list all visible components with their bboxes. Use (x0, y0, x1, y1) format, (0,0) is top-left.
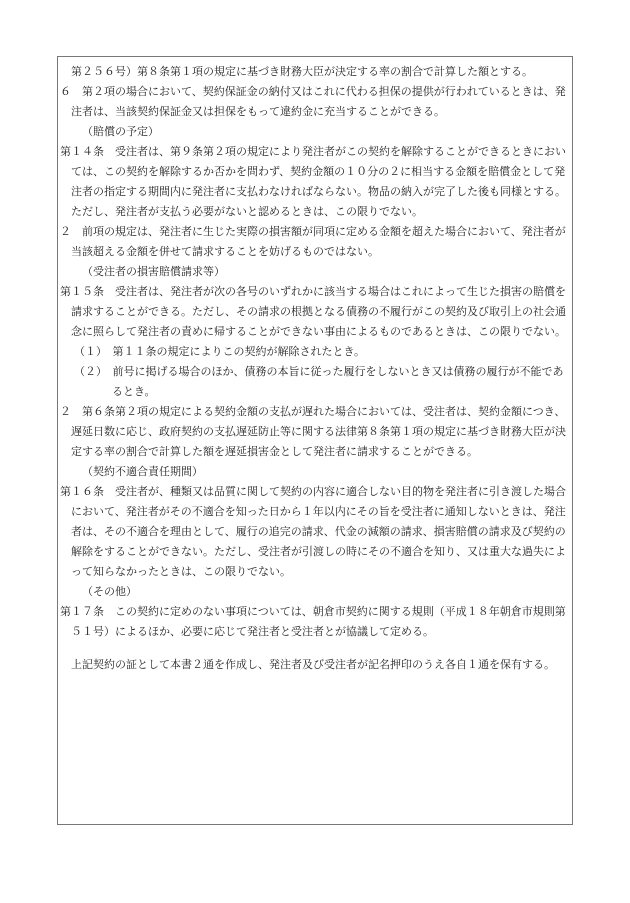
article-15: 第１５条 受注者は、発注者が次の各号のいずれかに該当する場合はこれによって生じた損害の賠償を請求することができる。ただし、その請求の根拠となる債務の不履行がこの契約及び取引上の社会通念に照らして発注者の責めに帰することができない事由によるものであるときは、この限りでない。 (60, 285, 566, 338)
closing-statement: 上記契約の証として本書２通を作成し、発注者及び受注者が記名押印のうえ各自１通を保有する。 (71, 658, 555, 671)
heading-damages-estimate: （賠償の予定） (82, 125, 159, 138)
article-15-item-1: （１） 第１１条の規定によりこの契約が解除されたとき。 (74, 345, 366, 358)
spacer (60, 642, 572, 655)
clause-13-paragraph-6: ６ 第２項の場合において、契約保証金の納付又はこれに代わる担保の提供が行われているときは、発注者は、当該契約保証金又は担保をもって違約金に充当することができる。 (60, 85, 566, 118)
article-14: 第１４条 受注者は、第９条第２項の規定により発注者がこの契約を解除することができるときにおいては、この契約を解除するか否かを問わず、契約金額の１０分の２に相当する金額を賠償金として発注者の指定する期間内に発注者に支払わなければならない。物品の納入が完了した後も同様とする。ただし、発注者が支払う必要がないと認めるときは、この限りでない。 (60, 145, 566, 218)
paragraph-line: 第２５６号）第８条第１項の規定に基づき財務大臣が決定する率の割合で計算した額とする。 (71, 65, 533, 78)
article-15-paragraph-2: ２ 第６条第２項の規定による契約金額の支払が遅れた場合においては、受注者は、契約金額につき、遅延日数に応じ、政府契約の支払遅延防止等に関する法律第８条第１項の規定に基づき財務大臣が決定する率の割合で計算した額を遅延損害金として発注者に請求することができる。 (60, 405, 566, 458)
article-14-paragraph-2: ２ 前項の規定は、発注者に生じた実際の損害額が同項に定める金額を超えた場合において、発注者が当該超える金額を併せて請求することを妨げるものではない。 (60, 225, 566, 258)
document-body (60, 62, 572, 675)
article-16: 第１６条 受注者が、種類又は品質に関して契約の内容に適合しない目的物を発注者に引き渡した場合において、発注者がその不適合を知った日から１年以内にその旨を受注者に通知しないときは、発注者は、その不適合を理由として、履行の追完の請求、代金の減額の請求、損害賠償の請求及び契約の解除をすることができない。ただし、受注者が引渡しの時にその不適合を知り、又は重大な過失によって知らなかったときは、この限りでない。 (60, 485, 566, 578)
heading-contractor-damages: （受注者の損害賠償請求等） (82, 265, 225, 278)
article-17: 第１７条 この契約に定めのない事項については、朝倉市契約に関する規則（平成１８年朝倉市規則第５１号）によるほか、必要に応じて発注者と受注者とが協議して定める。 (60, 605, 566, 638)
heading-other: （その他） (82, 585, 137, 598)
article-15-item-2: （２） 前号に掲げる場合のほか、債務の本旨に従った履行をしないとき又は債務の履行が不能であるとき。 (74, 365, 564, 398)
heading-nonconformity-period: （契約不適合責任期間） (82, 465, 203, 478)
